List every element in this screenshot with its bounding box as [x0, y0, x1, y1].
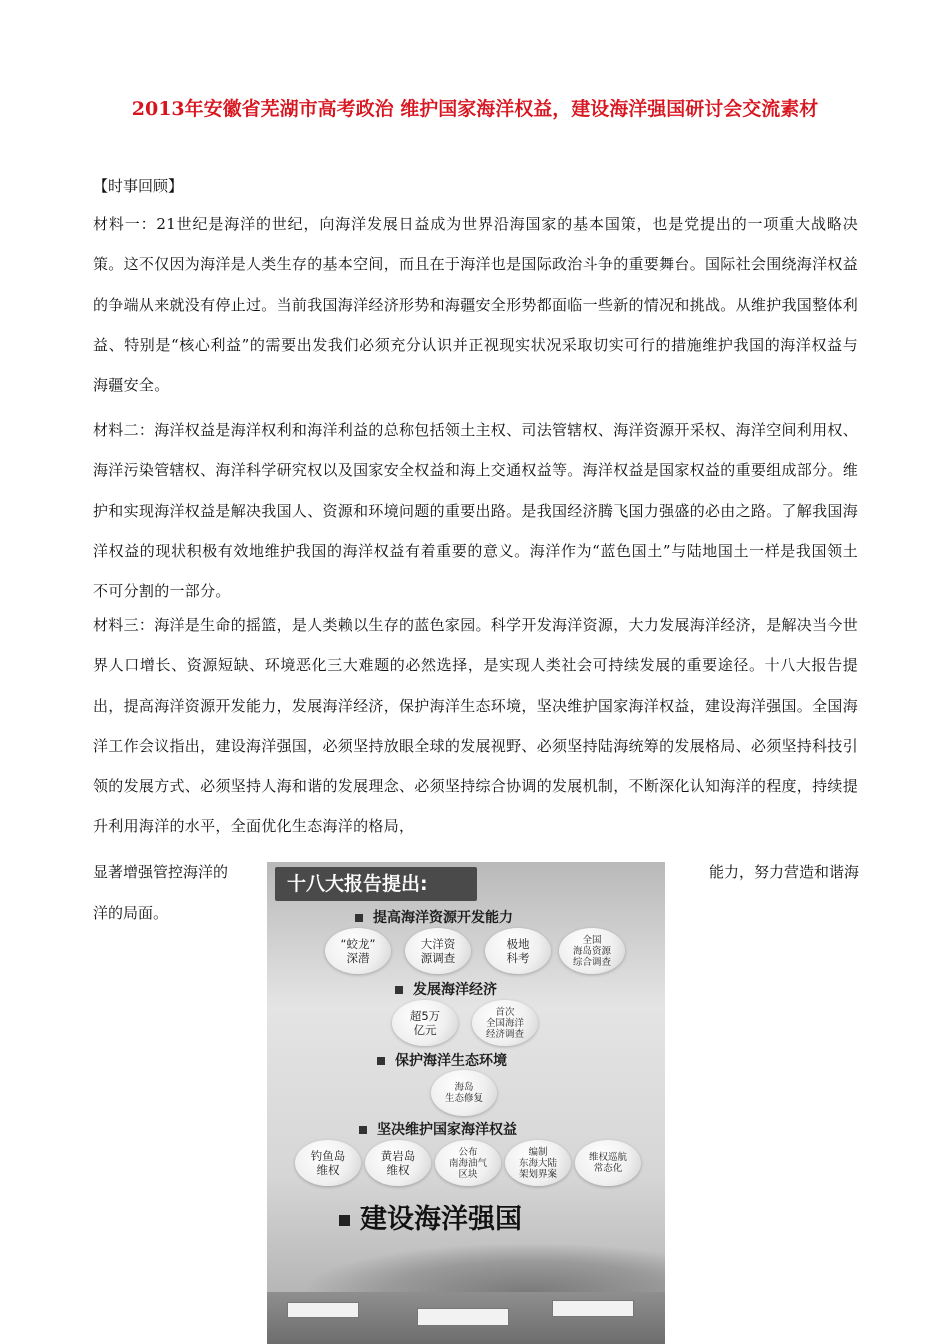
material-three-paragraph: 材料三：海洋是生命的摇篮，是人类赖以生存的蓝色家园。科学开发海洋资源，大力发展海洋经济，是解决当今世界人口增长、资源短缺、环境恶化三大难题的必然选择，是实现人类社会可持续发展的重要途径。十八大报告提出，提高海洋资源开发能力，发展海洋经济，保护海洋生态环境，坚决维护国家海洋权益，建设海洋强国。全国海洋工作会议指出，建设海洋强国，必须坚持放眼全球的发展视野、必须坚持陆海统筹的发展格局、必须坚持科技引领的发展方式、必须坚持人海和谐的发展理念、必须坚持综合协调的发展机制，不断深化认知海洋的程度，持续提升利用海洋的水平，全面优化生态海洋的格局， [93, 616, 859, 836]
bullet-square-icon [355, 914, 363, 922]
poster-bubble: 公布 南海油气 区块 [435, 1140, 501, 1186]
poster-slogan [339, 1197, 522, 1236]
bullet-square-icon [339, 1215, 350, 1226]
poster-heading-label: 坚决维护国家海洋权益 [377, 1122, 517, 1138]
poster-bubble: 黄岩岛 维权 [365, 1140, 431, 1186]
poster-heading-label: 提高海洋资源开发能力 [373, 910, 513, 926]
poster-heading [355, 907, 513, 927]
wrap-text-left: 显著增强管控海洋的 [93, 863, 229, 881]
ship-icon [287, 1302, 359, 1318]
poster-bubble: 极地 科考 [485, 928, 551, 974]
poster-heading-label: 保护海洋生态环境 [395, 1053, 507, 1069]
bullet-square-icon [395, 986, 403, 994]
poster-heading [359, 1119, 517, 1139]
ship-icon [552, 1300, 634, 1317]
poster-title: 十八大报告提出: [275, 867, 477, 901]
poster-bubble: 大洋资 源调查 [405, 928, 471, 974]
ship-icon [417, 1308, 509, 1326]
poster-bubble: 编制 东海大陆 架划界案 [505, 1140, 571, 1186]
material-one-paragraph: 材料一：21世纪是海洋的世纪，向海洋发展日益成为世界沿海国家的基本国策，也是党提出的一项重大战略决策。这不仅因为海洋是人类生存的基本空间，而且在于海洋也是国际政治斗争的重要舞台。国际社会围绕海洋权益的争端从来就没有停止过。当前我国海洋经济形势和海疆安全形势都面临一些新的情况和挑战。从维护我国整体利益、特别是“核心利益”的需要出发我们必须充分认识并正视现实状况采取切实可行的措施维护我国的海洋权益与海疆安全。 [93, 215, 859, 395]
poster-heading [377, 1050, 507, 1070]
report-infographic [267, 862, 665, 1344]
poster-bubble: 维权巡航 常态化 [575, 1140, 641, 1186]
poster-heading-label: 发展海洋经济 [413, 982, 497, 998]
wrap-text-right: 能力，努力营造和谐海 [708, 863, 859, 881]
poster-bubble: “蛟龙” 深潜 [325, 928, 391, 974]
poster-bubble: 海岛 生态修复 [431, 1070, 497, 1116]
material-two-paragraph: 材料二：海洋权益是海洋权利和海洋利益的总称包括领土主权、司法管辖权、海洋资源开采权、海洋空间利用权、海洋污染管辖权、海洋科学研究权以及国家安全权益和海上交通权益等。海洋权益是国家权益的重要组成部分。维护和实现海洋权益是解决我国人、资源和环境问题的重要出路。是我国经济腾飞国力强盛的必由之路。了解我国海洋权益的现状积极有效地维护我国的海洋权益有着重要的意义。海洋作为“蓝色国土”与陆地国土一样是我国领土不可分割的一部分。 [93, 421, 859, 601]
poster-bubble: 超5万 亿元 [392, 1000, 458, 1046]
poster-slogan-label: 建设海洋强国 [360, 1204, 522, 1235]
poster-heading [395, 979, 497, 999]
wrap-text-end: 洋的局面。 [93, 904, 169, 922]
poster-bubble: 钓鱼岛 维权 [295, 1140, 361, 1186]
poster-bubble: 全国 海岛资源 综合调查 [559, 928, 625, 974]
poster-bubble: 首次 全国海洋 经济调查 [472, 1000, 538, 1046]
bullet-square-icon [359, 1126, 367, 1134]
bullet-square-icon [377, 1057, 385, 1065]
document-title: 2013年安徽省芜湖市高考政治 维护国家海洋权益，建设海洋强国研讨会交流素材 [131, 98, 819, 120]
section-label: 【时事回顾】 [93, 177, 184, 195]
